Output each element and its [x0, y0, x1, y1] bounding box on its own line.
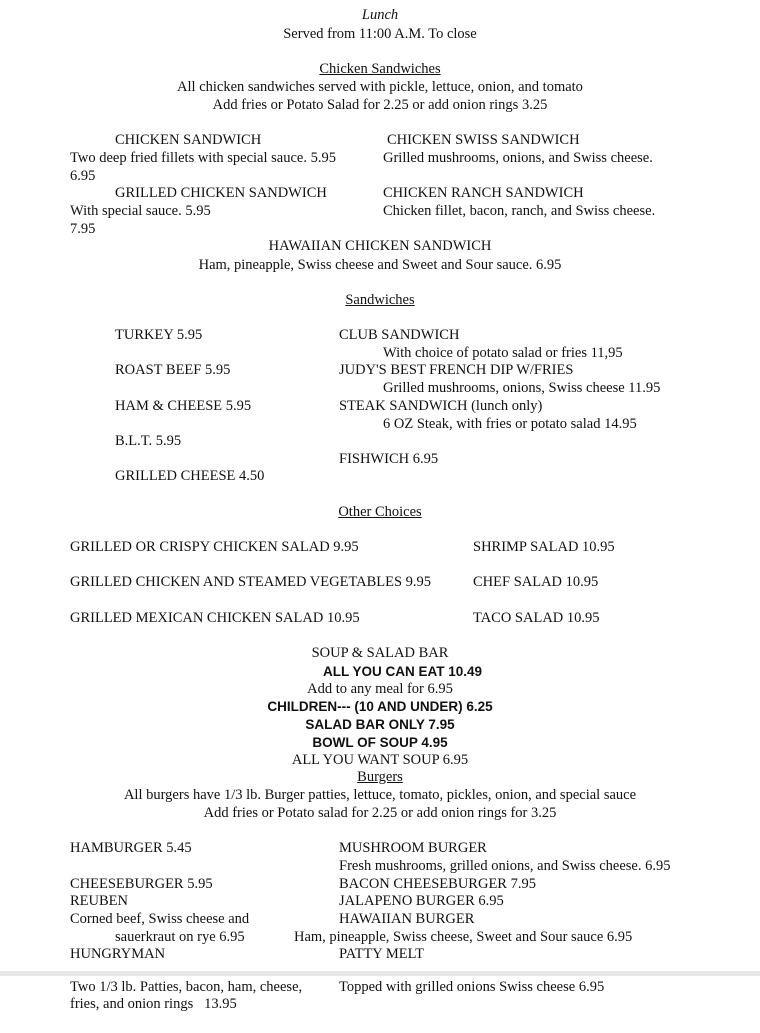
burgers-intro-2: Add fries or Potato salad for 2.25 or add onion rings for 3.25: [203, 805, 557, 821]
burger-mushroom-desc: Fresh mushrooms, grilled onions, and Swiss cheese. 6.95: [339, 858, 671, 874]
salad-bar-title: SOUP & SALAD BAR: [311, 645, 449, 661]
burger-patty-melt-desc: Topped with grilled onions Swiss cheese 6.95: [339, 979, 605, 995]
chicken-ranch-desc: Chicken fillet, bacon, ranch, and Swiss cheese.: [383, 203, 656, 219]
burger-reuben-desc-2: sauerkraut on rye 6.95: [115, 929, 245, 945]
salad-bar-all-soup: ALL YOU WANT SOUP 6.95: [291, 752, 469, 768]
burger-reuben: REUBEN: [70, 893, 128, 909]
other-item-5: CHEF SALAD 10.95: [473, 574, 599, 590]
burgers-intro-1: All burgers have 1/3 lb. Burger patties, lettuce, tomato, pickles, onion, and special sauce: [123, 787, 637, 803]
other-item-4: SHRIMP SALAD 10.95: [473, 539, 615, 555]
page-break: [0, 971, 760, 976]
burgers-heading: Burgers: [357, 769, 403, 785]
steak-sandwich-desc: 6 OZ Steak, with fries or potato salad 14.95: [383, 416, 637, 432]
burger-cheeseburger: CHEESEBURGER 5.95: [70, 876, 213, 892]
salad-bar-bowl-soup: BOWL OF SOUP 4.95: [312, 735, 448, 750]
other-heading: Other Choices: [338, 504, 422, 520]
sandwich-grilled-cheese: GRILLED CHEESE 4.50: [115, 468, 265, 484]
burger-reuben-desc-1: Corned beef, Swiss cheese and: [70, 911, 250, 927]
burger-hungryman-desc-1: Two 1/3 lb. Patties, bacon, ham, cheese,: [70, 979, 303, 995]
sandwich-ham-cheese: HAM & CHEESE 5.95: [115, 398, 252, 414]
club-sandwich-desc: With choice of potato salad or fries 11,95: [383, 345, 623, 361]
burger-hawaiian-desc: Ham, pineapple, Swiss cheese, Sweet and Sour sauce 6.95: [294, 929, 633, 945]
hawaiian-chicken-desc: Ham, pineapple, Swiss cheese and Sweet and Sour sauce. 6.95: [198, 257, 562, 273]
chicken-swiss-name: CHICKEN SWISS SANDWICH: [387, 132, 580, 148]
hawaiian-chicken-name: HAWAIIAN CHICKEN SANDWICH: [268, 238, 492, 254]
sandwiches-heading: Sandwiches: [345, 292, 415, 308]
sandwich-blt: B.L.T. 5.95: [115, 433, 182, 449]
chicken-sandwich-desc: Two deep fried fillets with special sauce. 5.95: [70, 150, 336, 166]
chicken-intro-1: All chicken sandwiches served with pickle, lettuce, onion, and tomato: [177, 79, 583, 95]
grilled-chicken-extra: 7.95: [70, 221, 96, 237]
chicken-sandwich-extra: 6.95: [70, 168, 96, 184]
sandwich-roast-beef: ROAST BEEF 5.95: [115, 362, 231, 378]
chicken-heading: Chicken Sandwiches: [319, 61, 441, 77]
club-sandwich-name: CLUB SANDWICH: [339, 327, 460, 343]
other-item-3: GRILLED MEXICAN CHICKEN SALAD 10.95: [70, 610, 360, 626]
salad-bar-all-you-can-eat: ALL YOU CAN EAT 10.49: [322, 664, 483, 679]
chicken-swiss-desc: Grilled mushrooms, onions, and Swiss cheese.: [383, 150, 653, 166]
steak-sandwich-name: STEAK SANDWICH (lunch only): [339, 398, 543, 414]
other-item-1: GRILLED OR CRISPY CHICKEN SALAD 9.95: [70, 539, 359, 555]
french-dip-name: JUDY'S BEST FRENCH DIP W/FRIES: [339, 362, 574, 378]
burger-hawaiian: HAWAIIAN BURGER: [339, 911, 475, 927]
grilled-chicken-desc: With special sauce. 5.95: [70, 203, 211, 219]
lunch-title: Lunch: [361, 7, 399, 23]
burger-hungryman: HUNGRYMAN: [70, 946, 166, 962]
grilled-chicken-name: GRILLED CHICKEN SANDWICH: [115, 185, 327, 201]
burger-jalapeno: JALAPENO BURGER 6.95: [339, 893, 504, 909]
burger-hungryman-desc-2: fries, and onion rings 13.95: [70, 996, 237, 1012]
salad-bar-children: CHILDREN--- (10 AND UNDER) 6.25: [267, 699, 493, 714]
other-item-6: TACO SALAD 10.95: [473, 610, 600, 626]
served-hours: Served from 11:00 A.M. To close: [283, 26, 477, 42]
chicken-ranch-name: CHICKEN RANCH SANDWICH: [383, 185, 584, 201]
other-item-2: GRILLED CHICKEN AND STEAMED VEGETABLES 9.95: [70, 574, 432, 590]
burger-hamburger: HAMBURGER 5.45: [70, 840, 192, 856]
chicken-intro-2: Add fries or Potato Salad for 2.25 or add onion rings 3.25: [212, 97, 548, 113]
burger-patty-melt: PATTY MELT: [339, 946, 425, 962]
salad-bar-only: SALAD BAR ONLY 7.95: [305, 717, 455, 732]
chicken-sandwich-name: CHICKEN SANDWICH: [115, 132, 262, 148]
burger-mushroom: MUSHROOM BURGER: [339, 840, 487, 856]
burger-bacon-cheeseburger: BACON CHEESEBURGER 7.95: [339, 876, 536, 892]
salad-bar-add-to-meal: Add to any meal for 6.95: [307, 681, 453, 697]
sandwich-turkey: TURKEY 5.95: [115, 327, 203, 343]
french-dip-desc: Grilled mushrooms, onions, Swiss cheese 11.95: [383, 380, 661, 396]
fishwich: FISHWICH 6.95: [339, 451, 439, 467]
